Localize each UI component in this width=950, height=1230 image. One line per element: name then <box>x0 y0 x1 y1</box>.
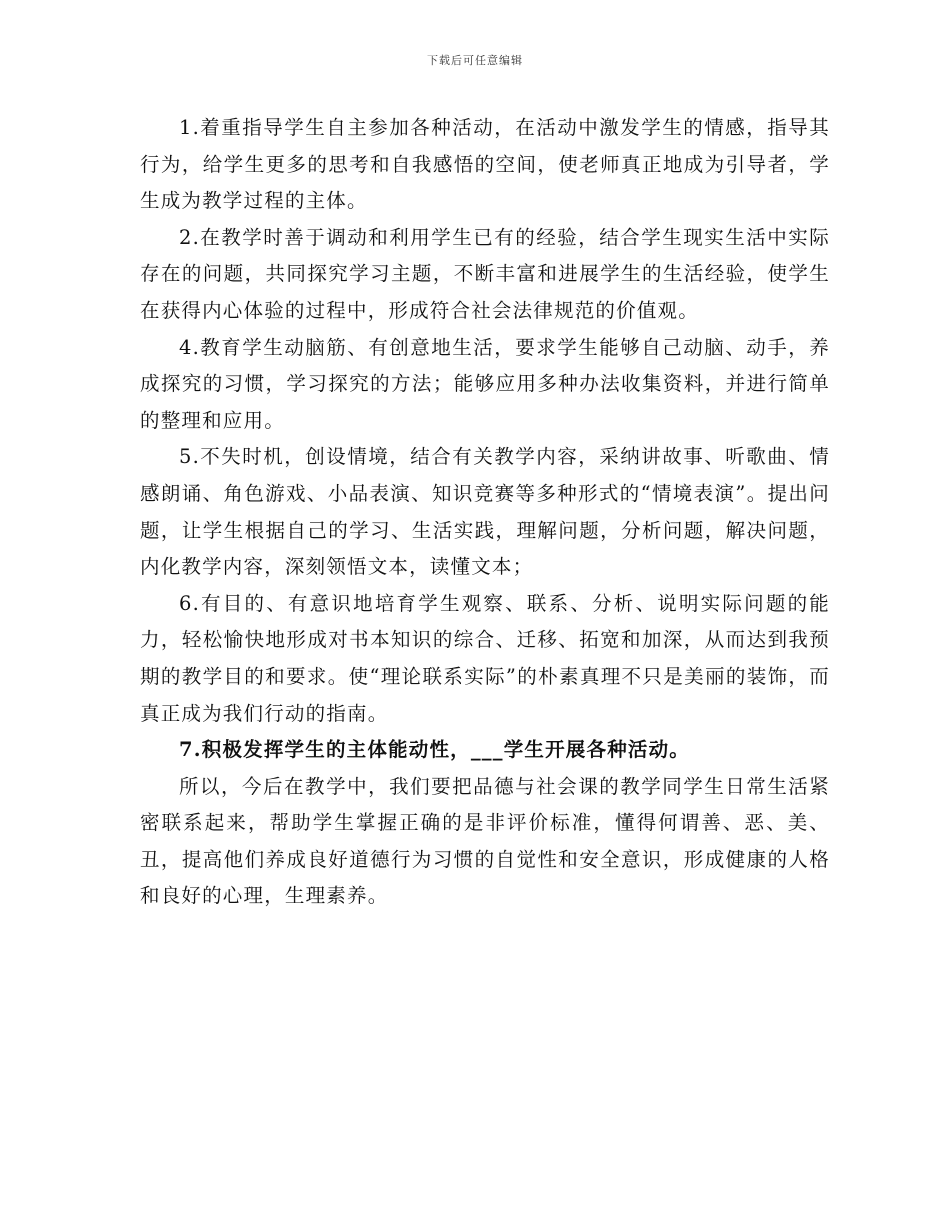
paragraph-6: 6.有目的、有意识地培育学生观察、联系、分析、说明实际问题的能力，轻松愉快地形成对书本知识的综合、迁移、拓宽和加深，从而达到我预期的教学目的和要求。使“理论联系实际”的朴素真理不只是美丽的装饰，而真正成为我们行动的指南。 <box>140 591 830 725</box>
paragraph-4: 4.教育学生动脑筋、有创意地生活，要求学生能够自己动脑、动手，养成探究的习惯，学习探究的方法；能够应用多种办法收集资料，并进行简单的整理和应用。 <box>140 335 830 432</box>
paragraph-7-heading: 7.积极发挥学生的主体能动性，___学生开展各种活动。 <box>179 738 691 762</box>
header-note: 下载后可任意编辑 <box>427 54 523 67</box>
document-body <box>140 110 830 915</box>
paragraph-conclusion: 所以，今后在教学中，我们要把品德与社会课的教学同学生日常生活紧密联系起来，帮助学生掌握正确的是非评价标准，懂得何谓善、恶、美、丑，提高他们养成良好道德行为习惯的自觉性和安全意识，形成健康的人格和良好的心理，生理素养。 <box>140 774 830 908</box>
paragraph-1: 1.着重指导学生自主参加各种活动，在活动中激发学生的情感，指导其行为，给学生更多的思考和自我感悟的空间，使老师真正地成为引导者，学生成为教学过程的主体。 <box>140 116 830 213</box>
paragraph-2: 2.在教学时善于调动和利用学生已有的经验，结合学生现实生活中实际存在的问题，共同探究学习主题，不断丰富和进展学生的生活经验，使学生在获得内心体验的过程中，形成符合社会法律规范的价值观。 <box>140 225 830 322</box>
paragraph-5: 5.不失时机，创设情境，结合有关教学内容，采纳讲故事、听歌曲、情感朗诵、角色游戏、小品表演、知识竞赛等多种形式的“情境表演”。提出问题，让学生根据自己的学习、生活实践，理解问题，分析问题，解决问题，内化教学内容，深刻领悟文本，读懂文本； <box>140 445 830 579</box>
